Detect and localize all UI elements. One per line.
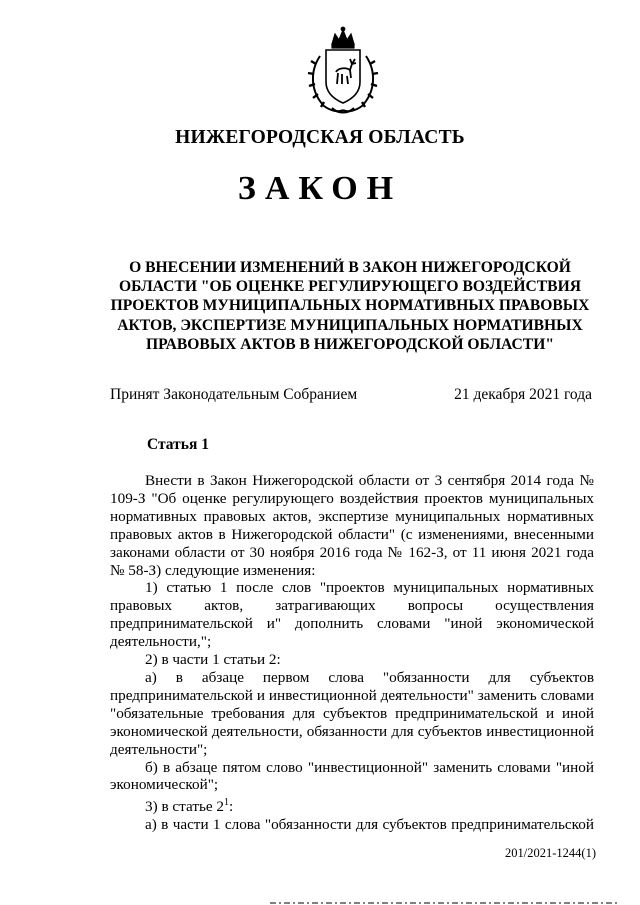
- law-title-line: ОБЛАСТИ "ОБ ОЦЕНКЕ РЕГУЛИРУЮЩЕГО ВОЗДЕЙСТВИЯ: [119, 278, 581, 296]
- law-title-line: О ВНЕСЕНИИ ИЗМЕНЕНИЙ В ЗАКОН НИЖЕГОРОДСКОЙ: [129, 259, 571, 276]
- article-paragraph-text: 3) в статье 2: [145, 798, 225, 816]
- article-paragraph: 1) статью 1 после слов "проектов муниципальных нормативных правовых актов, затрагивающих вопросы осуществления предпринимательской и" дополнить словами "иной экономической деятельности,";: [110, 579, 594, 651]
- law-title-line: АКТОВ, ЭКСПЕРТИЗЕ МУНИЦИПАЛЬНЫХ НОРМАТИВНЫХ: [117, 316, 583, 334]
- scan-artifact: [0, 900, 640, 905]
- article-heading: Статья 1: [147, 436, 209, 453]
- coat-of-arms-icon: [302, 26, 384, 116]
- article-paragraph: б) в абзаце пятом слово "инвестиционной" заменить словами "иной экономической";: [110, 758, 594, 794]
- punctuation: :: [229, 798, 234, 816]
- law-title: [100, 258, 600, 354]
- article-paragraph: [110, 794, 594, 816]
- article-paragraph: а) в части 1 слова "обязанности для субъектов предпринимательской: [145, 816, 594, 834]
- adoption-line: [110, 386, 592, 404]
- region-title: НИЖЕГОРОДСКАЯ ОБЛАСТЬ: [175, 127, 465, 148]
- document-number: 201/2021-1244(1): [505, 846, 596, 860]
- superscript: 1: [224, 797, 230, 809]
- article-paragraph: а) в абзаце первом слова "обязанности для субъектов предпринимательской и инвестиционной деятельности" заменить словами "обязательные требования для субъектов предпринимательской и иной экономической деятельности, обязанности для субъектов инвестиционной деятельности";: [110, 668, 594, 758]
- article-body: [110, 472, 594, 834]
- article-paragraph: 2) в части 1 статьи 2:: [145, 651, 281, 669]
- law-title-line: ПРОЕКТОВ МУНИЦИПАЛЬНЫХ НОРМАТИВНЫХ ПРАВОВЫХ: [110, 297, 590, 315]
- adoption-date: 21 декабря 2021 года: [454, 386, 592, 403]
- article-paragraph: Внести в Закон Нижегородской области от 3 сентября 2014 года № 109-З "Об оценке регулирующего воздействия проектов муниципальных нормативных правовых актов, экспертизе муниципальных нормативных правовых актов в Нижегородской области" (с изменениями, внесенными законами области от 30 ноября 2016 года № 162-З, от 11 июня 2021 года № 58-З) следующие изменения:: [110, 472, 594, 579]
- law-title-line: ПРАВОВЫХ АКТОВ В НИЖЕГОРОДСКОЙ ОБЛАСТИ": [145, 335, 554, 353]
- document-type: ЗАКОН: [237, 170, 403, 207]
- adopted-by: Принят Законодательным Собранием: [110, 386, 358, 403]
